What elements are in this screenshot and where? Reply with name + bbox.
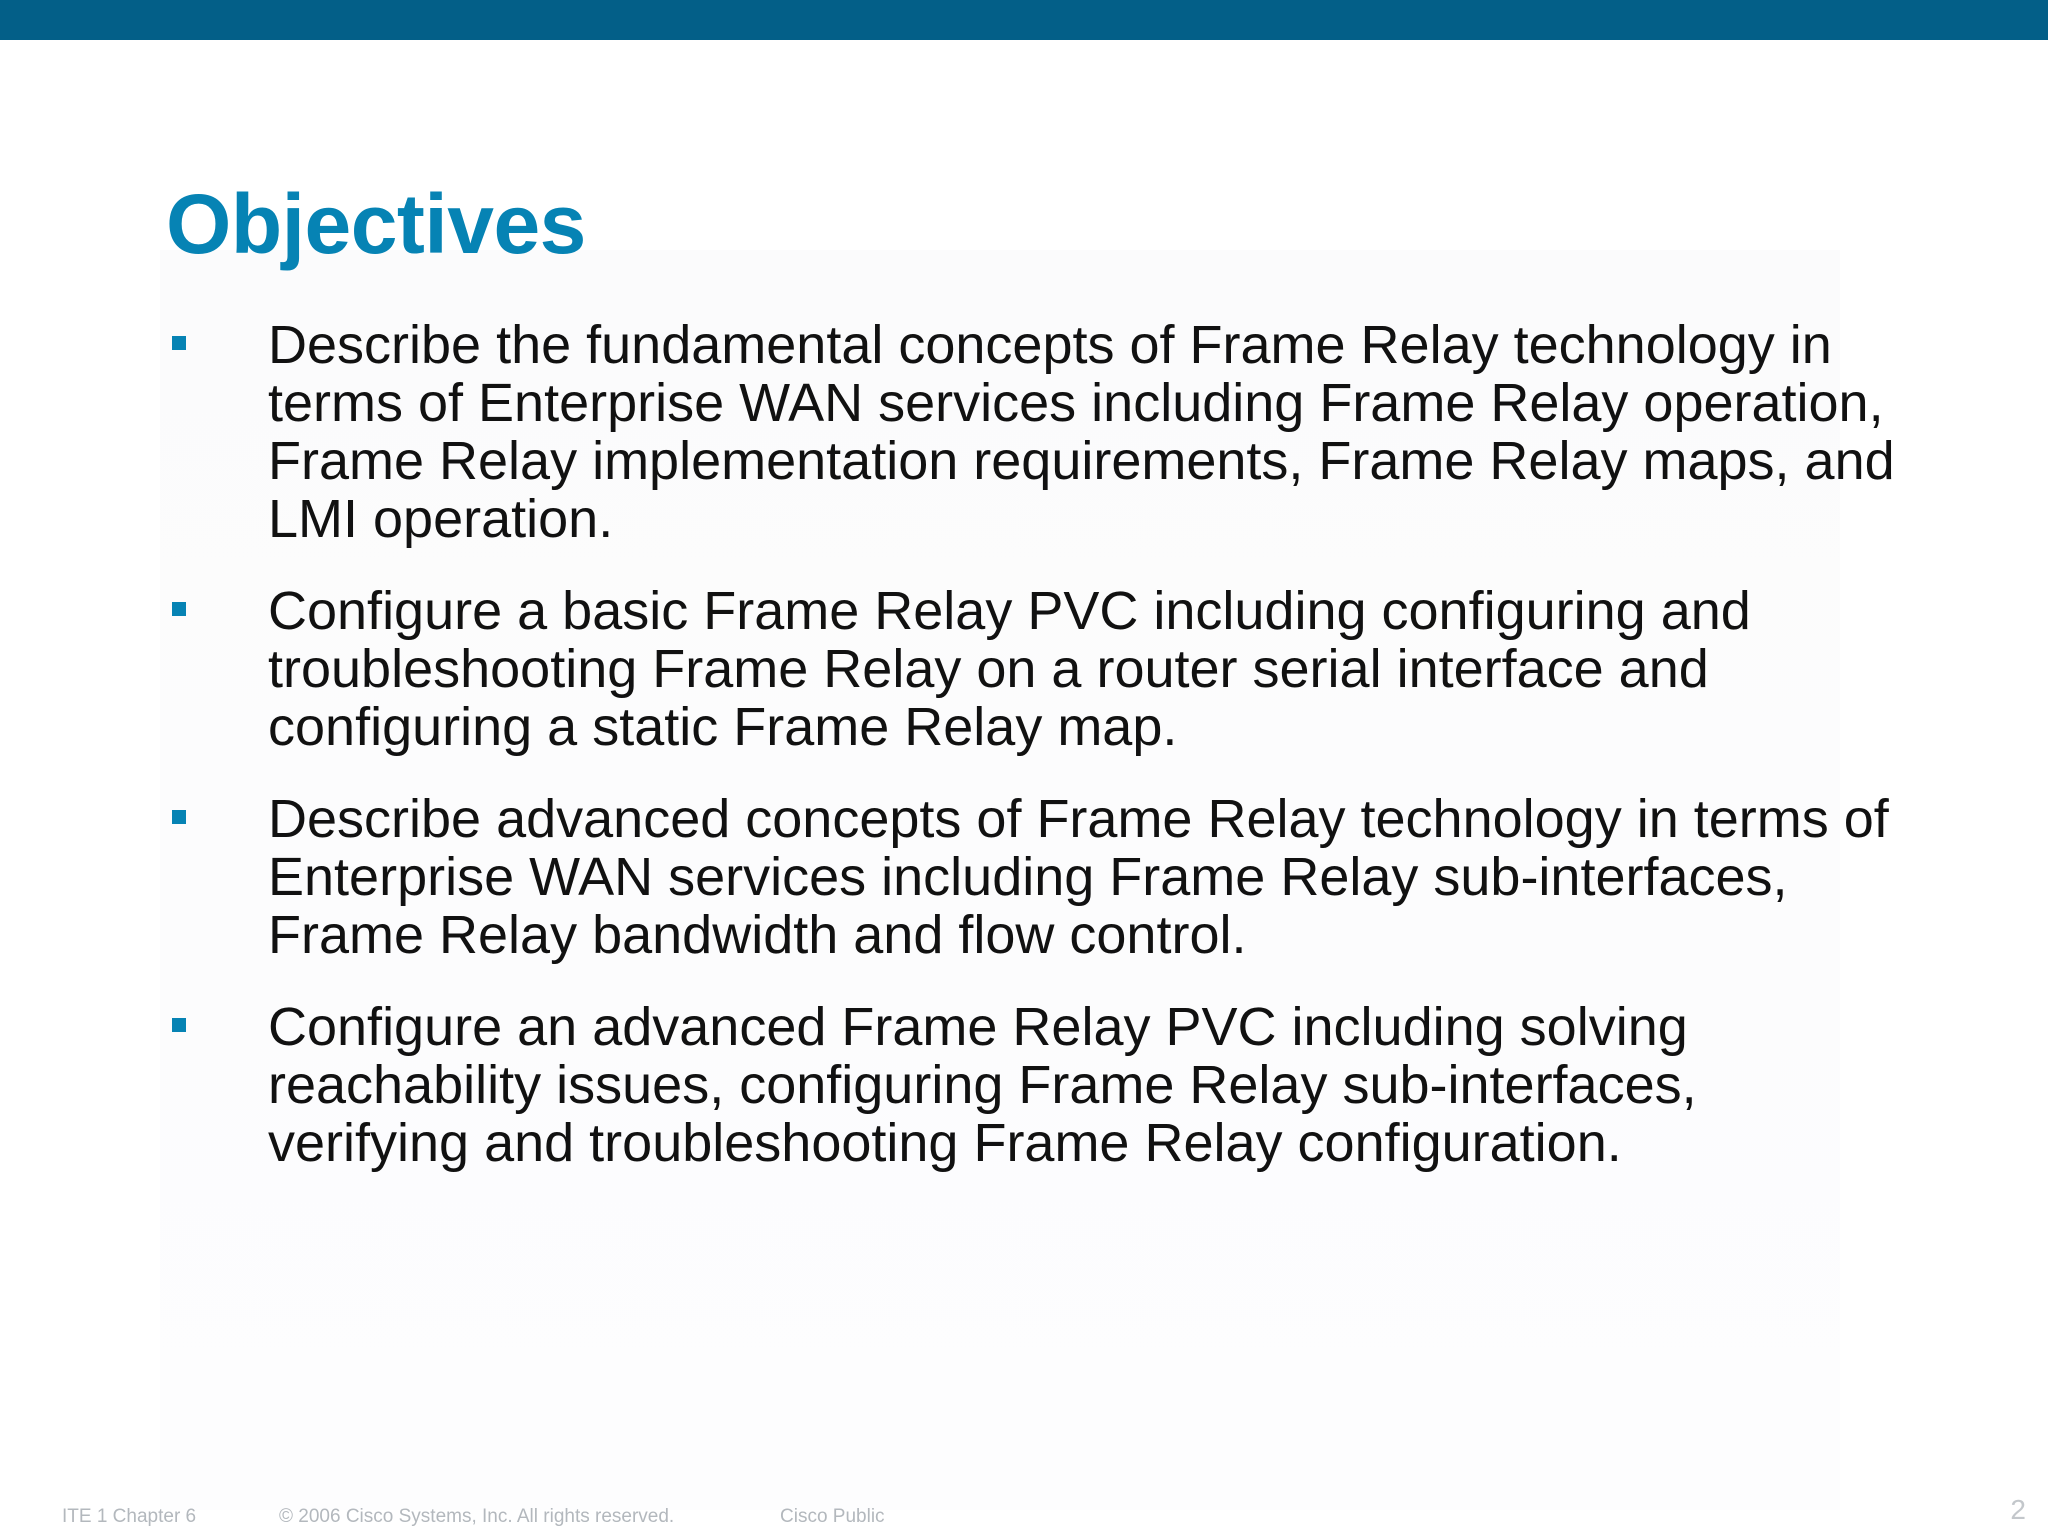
footer-copyright: © 2006 Cisco Systems, Inc. All rights reserved.	[279, 1506, 675, 1527]
objectives-list	[166, 316, 1906, 1206]
footer-classification: Cisco Public	[780, 1506, 885, 1527]
objective-item	[166, 316, 1906, 548]
square-bullet-icon	[172, 602, 186, 616]
footer-course: ITE 1 Chapter 6	[62, 1506, 197, 1527]
objective-item	[166, 582, 1906, 756]
objective-text: Describe the fundamental concepts of Frame Relay technology in terms of Enterprise WAN services including Frame Relay operation, Frame Relay implementation requirements, Frame Relay maps, and LMI operation.	[268, 315, 1895, 549]
square-bullet-icon	[172, 810, 186, 824]
objective-text: Configure an advanced Frame Relay PVC including solving reachability issues, configuring Frame Relay sub-interfaces, verifying and troubleshooting Frame Relay configuration.	[268, 997, 1697, 1173]
square-bullet-icon	[172, 336, 186, 350]
slide-title: Objectives	[166, 177, 586, 271]
square-bullet-icon	[172, 1018, 186, 1032]
page-number: 2	[2010, 1494, 2026, 1525]
top-banner-bar	[0, 0, 2048, 40]
objective-text: Describe advanced concepts of Frame Relay technology in terms of Enterprise WAN services including Frame Relay sub-interfaces, Frame Relay bandwidth and flow control.	[268, 789, 1889, 965]
objective-item	[166, 998, 1906, 1172]
objective-item	[166, 790, 1906, 964]
objective-text: Configure a basic Frame Relay PVC including configuring and troubleshooting Frame Relay on a router serial interface and configuring a static Frame Relay map.	[268, 581, 1751, 757]
